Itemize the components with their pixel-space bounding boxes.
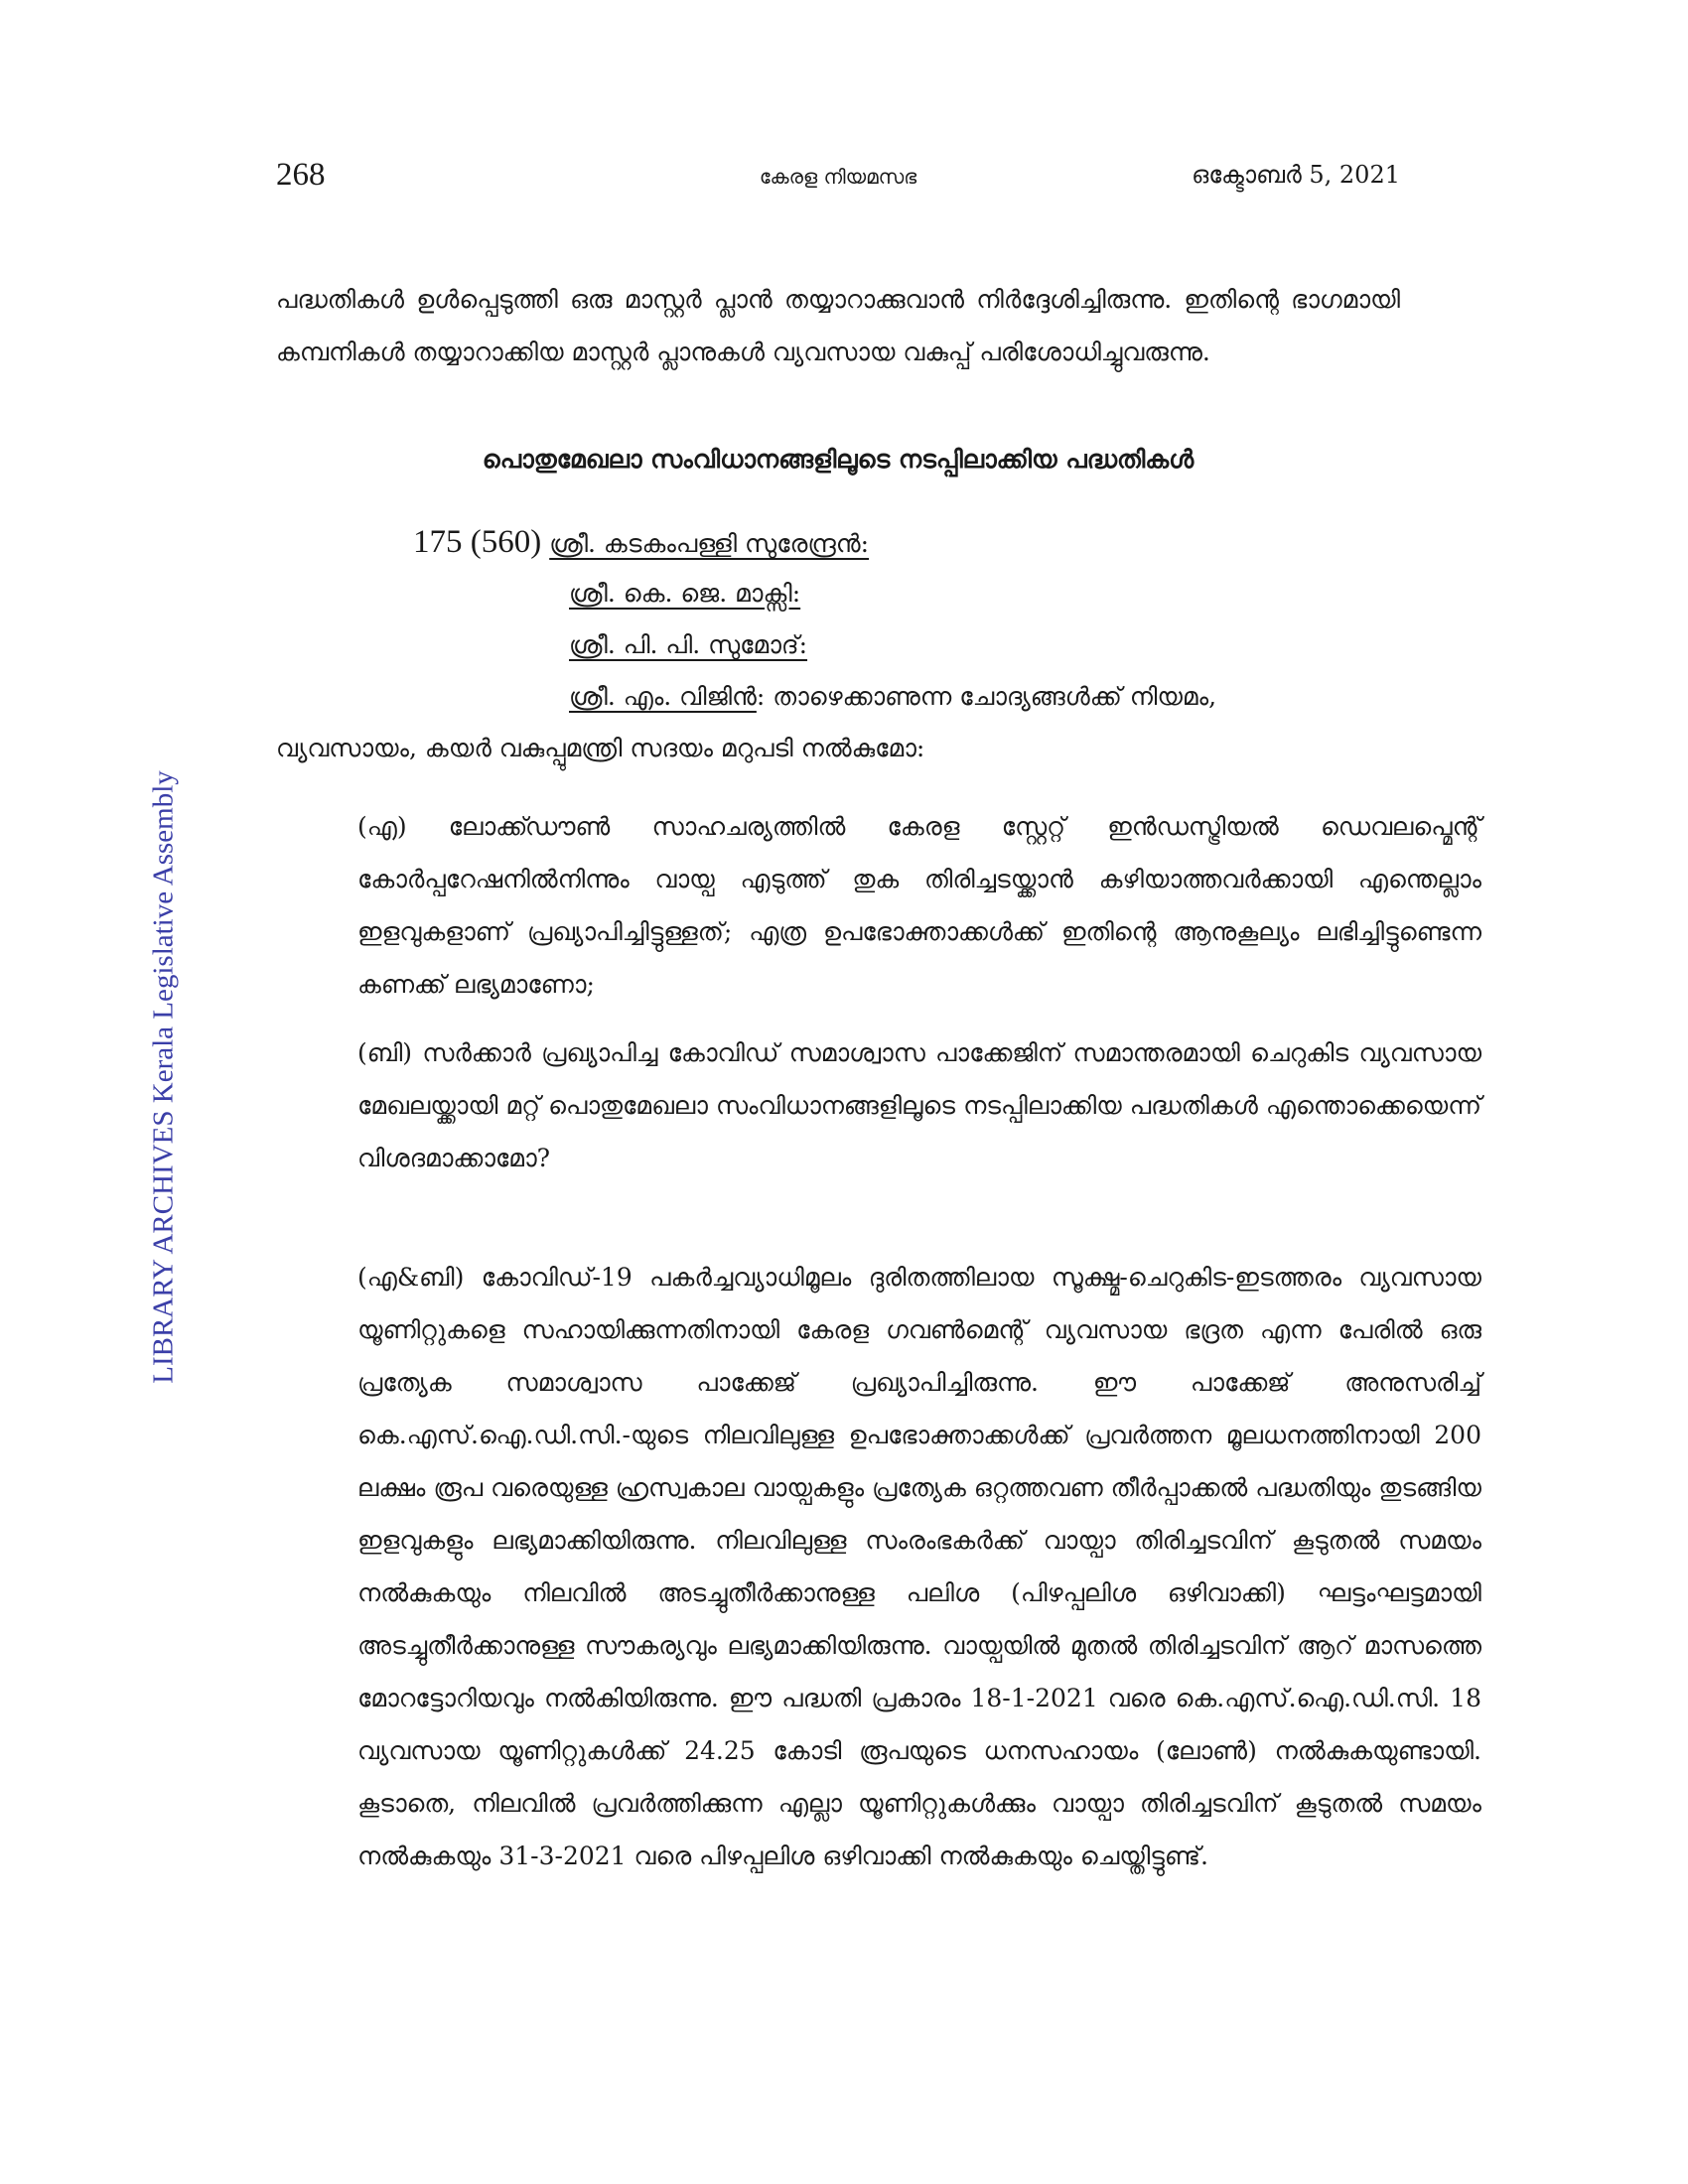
intro-paragraph: പദ്ധതികൾ ഉൾപ്പെടുത്തി ഒരു മാസ്റ്റർ പ്ലാൻ തയ്യാറാക്കുവാൻ നിർദ്ദേശിച്ചിരുന്നു. ഇതിന്റെ ഭാഗമായി കമ്പനികൾ തയ്യാറാക്കിയ മാസ്റ്റർ പ്ലാനുകൾ വ്യവസായ വകുപ്പ് പരിശോധിച്ചുവരുന്നു.: [276, 285, 1400, 366]
header-date: ഒക്ടോബർ 5, 2021: [1192, 161, 1400, 189]
answer-paragraph: [276, 1251, 1481, 1882]
member-name: ശ്രീ. കെ. ജെ. മാക്സി:: [569, 579, 801, 608]
member-name: ശ്രീ. പി. പി. സുമോദ്:: [569, 630, 808, 659]
part-b-label: (ബി): [357, 1038, 413, 1067]
member-name: ശ്രീ. എം. വിജിൻ: [569, 682, 757, 711]
part-b-text: സർക്കാർ പ്രഖ്യാപിച്ച കോവിഡ് സമാശ്വാസ പാക്കേജിന് സമാന്തരമായി ചെറുകിട വ്യവസായ മേഖലയ്ക്കായി മറ്റ് പൊതുമേഖലാ സംവിധാനങ്ങളിലൂടെ നടപ്പിലാക്കിയ പദ്ധതികൾ എന്തൊക്കെയെന്ന് വിശദമാക്കാമോ?: [357, 1038, 1481, 1172]
section-heading: പൊതുമേഖലാ സംവിധാനങ്ങളിലൂടെ നടപ്പിലാക്കിയ പദ്ധതികൾ: [482, 445, 1195, 474]
page-number: 268: [276, 157, 326, 193]
part-a-label: (എ): [357, 812, 407, 841]
header-title: കേരള നിയമസഭ: [759, 165, 917, 189]
page-header: [276, 157, 1400, 206]
question-intro: : താഴെക്കാണുന്ന ചോദ്യങ്ങൾക്ക് നിയമം,: [756, 682, 1217, 711]
question-number: 175 (560): [413, 524, 542, 560]
part-a-text: ലോക്ക്ഡൗൺ സാഹചര്യത്തിൽ കേരള സ്റ്റേറ്റ് ഇൻഡസ്ട്രിയൽ ഡെവലപ്മെന്റ് കോർപ്പറേഷനിൽനിന്നും വായ്പ എടുത്ത് തുക തിരിച്ചടയ്ക്കാൻ കഴിയാത്തവർക്കായി എന്തെല്ലാം ഇളവുകളാണ് പ്രഖ്യാപിച്ചിട്ടുള്ളത്; എത്ര ഉപഭോക്താക്കൾക്ക് ഇതിന്റെ ആനുകൂല്യം ലഭിച്ചിട്ടുണ്ടെന്ന കണക്ക് ലഭ്യമാണോ;: [357, 812, 1481, 999]
question-part-a: [276, 800, 1481, 1011]
question-part-b: [276, 1026, 1481, 1184]
library-archives-watermark: LIBRARY ARCHIVES Kerala Legislative Assembly: [147, 770, 180, 1384]
question-intro-continued: വ്യവസായം, കയർ വകുപ്പുമന്ത്രി സദയം മറുപടി നൽകുമോ:: [276, 734, 925, 762]
member-name: ശ്രീ. കടകംപള്ളി സുരേന്ദ്രൻ:: [549, 529, 870, 558]
answer-label: (എ&ബി): [357, 1263, 465, 1292]
answer-text: കോവിഡ്-19 പകർച്ചവ്യാധിമൂലം ദുരിതത്തിലായ സൂക്ഷ്മ-ചെറുകിട-ഇടത്തരം വ്യവസായ യൂണിറ്റുകളെ സഹായിക്കുന്നതിനായി കേരള ഗവൺമെന്റ് വ്യവസായ ഭദ്രത എന്ന പേരിൽ ഒരു പ്രത്യേക സമാശ്വാസ പാക്കേജ് പ്രഖ്യാപിച്ചിരുന്നു. ഈ പാക്കേജ് അനുസരിച്ച് കെ.എസ്.ഐ.ഡി.സി.-യുടെ നിലവിലുള്ള ഉപഭോക്താക്കൾക്ക് പ്രവർത്തന മൂലധനത്തിനായി 200 ലക്ഷം രൂപ വരെയുള്ള ഹ്രസ്വകാല വായ്പകളും പ്രത്യേക ഒറ്റത്തവണ തീർപ്പാക്കൽ പദ്ധതിയും തുടങ്ങിയ ഇളവുകളും ലഭ്യമാക്കിയിരുന്നു. നിലവിലുള്ള സംരംഭകർക്ക് വായ്പാ തിരിച്ചടവിന് കൂടുതൽ സമയം നൽകുകയും നിലവിൽ അടച്ചുതീർക്കാനുള്ള പലിശ (പിഴപ്പലിശ ഒഴിവാക്കി) ഘട്ടംഘട്ടമായി അടച്ചുതീർക്കാനുള്ള സൗകര്യവും ലഭ്യമാക്കിയിരുന്നു. വായ്പയിൽ മുതൽ തിരിച്ചടവിന് ആറ് മാസത്തെ മോറട്ടോറിയവും നൽകിയിരുന്നു. ഈ പദ്ധതി പ്രകാരം 18-1-2021 വരെ കെ.എസ്.ഐ.ഡി.സി. 18 വ്യവസായ യൂണിറ്റുകൾക്ക് 24.25 കോടി രൂപയുടെ ധനസഹായം (ലോൺ) നൽകുകയുണ്ടായി. കൂടാതെ, നിലവിൽ പ്രവർത്തിക്കുന്ന എല്ലാ യൂണിറ്റുകൾക്കും വായ്പാ തിരിച്ചടവിന് കൂടുതൽ സമയം നൽകുകയും 31-3-2021 വരെ പിഴപ്പലിശ ഒഴിവാക്കി നൽകുകയും ചെയ്തിട്ടുണ്ട്.: [357, 1263, 1481, 1870]
question-block: [276, 516, 1400, 774]
